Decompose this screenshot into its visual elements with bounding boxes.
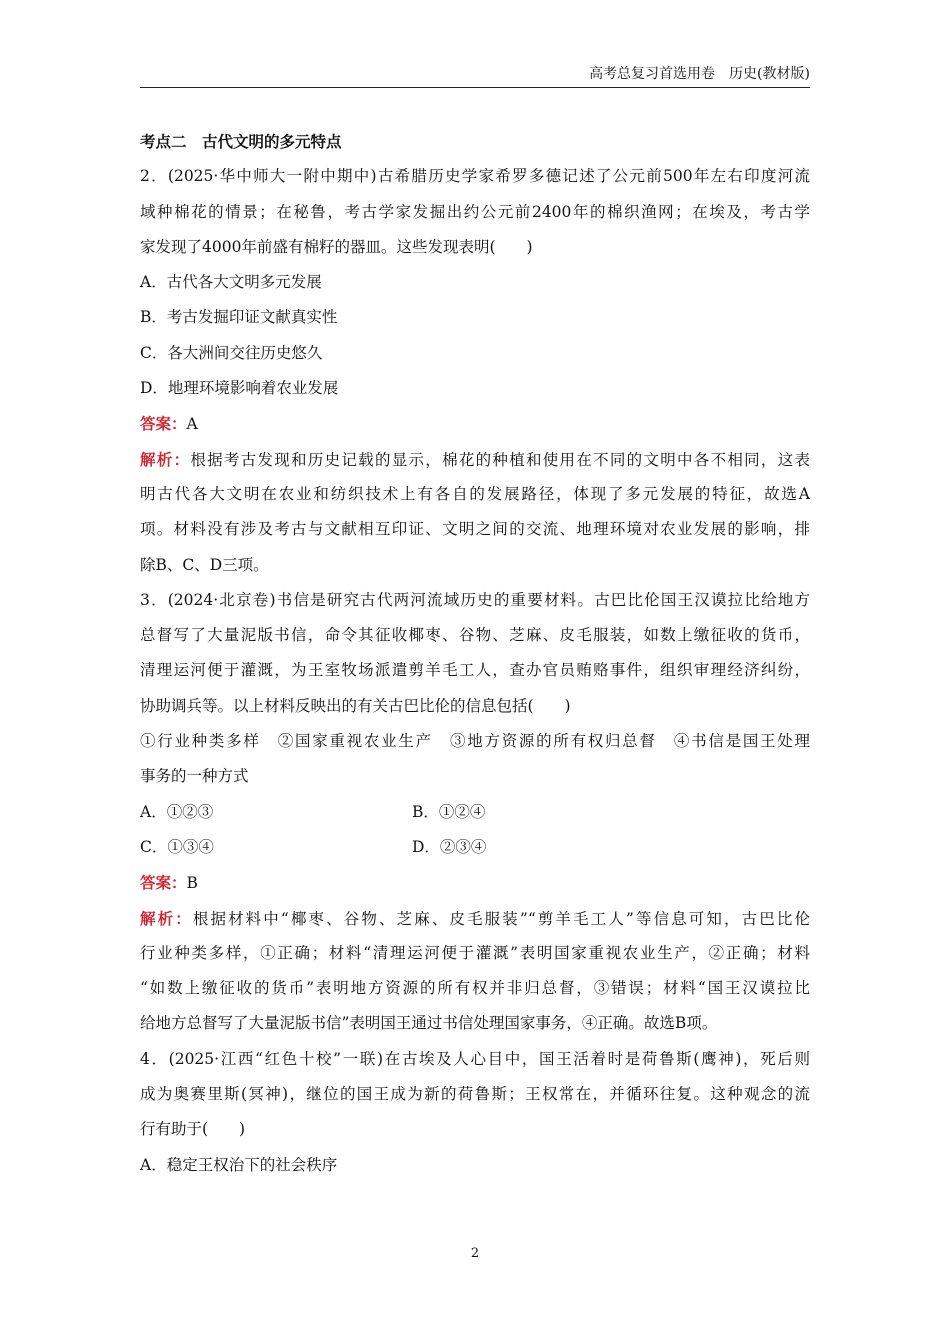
analysis-label: 解析：: [140, 449, 191, 469]
q2-option-c: C．各大洲间交往历史悠久: [140, 343, 323, 362]
answer-value: B: [186, 874, 198, 893]
q3-options-row: [140, 795, 810, 830]
q3-option-c: C．①③④: [140, 837, 214, 856]
q3-option-b: B．①②④: [412, 802, 486, 821]
q2-option-b: B．考古发掘印证文献真实性: [140, 308, 338, 327]
q4-stem-line: 成为奥赛里斯(冥神)，继位的国王成为新的荷鲁斯；王权常在，并循环往复。这种观念的流: [140, 1085, 810, 1104]
q4-option-a: A．稳定王权治下的社会秩序: [140, 1155, 338, 1174]
q3-stem-line: 总督写了大量泥版书信，命令其征收椰枣、谷物、芝麻、皮毛服装，如数上缴征收的货币，: [140, 626, 810, 645]
document-body: [140, 124, 810, 1183]
q2-analysis-line: [140, 442, 810, 477]
answer-label: 答案：: [140, 873, 187, 893]
q3-analysis-line: 行业种类多样，①正确；材料“清理运河便于灌溉”表明国家重视农业生产，②正确；材料: [140, 943, 810, 962]
answer-value: A: [186, 415, 198, 434]
section-title: 考点二 古代文明的多元特点: [140, 132, 342, 151]
header-title: 高考总复习首选用卷 历史(教材版): [589, 66, 810, 82]
q2-option-a: A．古代各大文明多元发展: [140, 273, 322, 292]
q2-stem-line: 2．(2025·华中师大一附中期中)古希腊历史学家希罗多德记述了公元前500年左右印度河流: [140, 167, 810, 186]
q3-statements-line: ①行业种类多样 ②国家重视农业生产 ③地方资源的所有权归总督 ④书信是国王处理: [140, 732, 810, 751]
q3-stem-line: 清理运河便于灌溉，为王室牧场派遣剪羊毛工人，查办官员贿赂事件，组织审理经济纠纷，: [140, 661, 810, 680]
q3-analysis-line: 给地方总督写了大量泥版书信”表明国王通过书信处理国家事务，④正确。故选B项。: [140, 1014, 718, 1033]
q3-options-row: [140, 830, 810, 865]
question-4: [140, 1042, 810, 1183]
q2-option-d: D．地理环境影响着农业发展: [140, 379, 339, 398]
q3-stem-line: 协助调兵等。以上材料反映出的有关古巴比伦的信息包括( ): [140, 696, 571, 715]
q3-option-a: A．①②③: [140, 802, 214, 821]
page-header: [140, 64, 810, 88]
q2-stem-line: 家发现了4000年前盛有棉籽的器皿。这些发现表明( ): [140, 237, 533, 256]
q2-analysis-line: 除B、C、D三项。: [140, 555, 269, 574]
q2-stem-line: 域种棉花的情景；在秘鲁，考古学家发掘出约公元前2400年的棉织渔网；在埃及，考古学: [140, 202, 810, 221]
q4-stem-line: 行有助于( ): [140, 1120, 246, 1139]
q3-analysis-line: [140, 901, 810, 936]
q3-analysis-line: “如数上缴征收的货币”表明地方资源的所有权并非归总督，③错误；材料“国王汉谟拉比: [140, 979, 810, 998]
analysis-label: 解析：: [140, 908, 193, 928]
analysis-text: 根据材料中“椰枣、谷物、芝麻、皮毛服装”“剪羊毛工人”等信息可知，古巴比伦: [192, 909, 810, 928]
q3-stem-line: 3．(2024·北京卷)书信是研究古代两河流域历史的重要材料。古巴比伦国王汉谟拉比给地方: [140, 590, 810, 609]
answer-label: 答案：: [140, 414, 187, 434]
analysis-text: 根据考古发现和历史记载的显示，棉花的种植和使用在不同的文明中各不相同，这表: [190, 450, 810, 469]
question-3: [140, 583, 810, 1042]
q2-analysis-line: 项。材料没有涉及考古与文献相互印证、文明之间的交流、地理环境对农业发展的影响，排: [140, 520, 810, 539]
question-2: [140, 159, 810, 583]
q2-analysis-line: 明古代各大文明在农业和纺织技术上有各自的发展路径，体现了多元发展的特征，故选A: [140, 484, 810, 503]
q4-stem-line: 4．(2025·江西“红色十校”一联)在古埃及人心目中，国王活着时是荷鲁斯(鹰神)，死后则: [140, 1049, 810, 1068]
q3-statements-line: 事务的一种方式: [140, 767, 249, 786]
page-number: 2: [470, 1246, 480, 1261]
q2-answer: [140, 406, 810, 441]
q3-option-d: D．②③④: [412, 837, 487, 856]
q3-answer: [140, 865, 810, 900]
